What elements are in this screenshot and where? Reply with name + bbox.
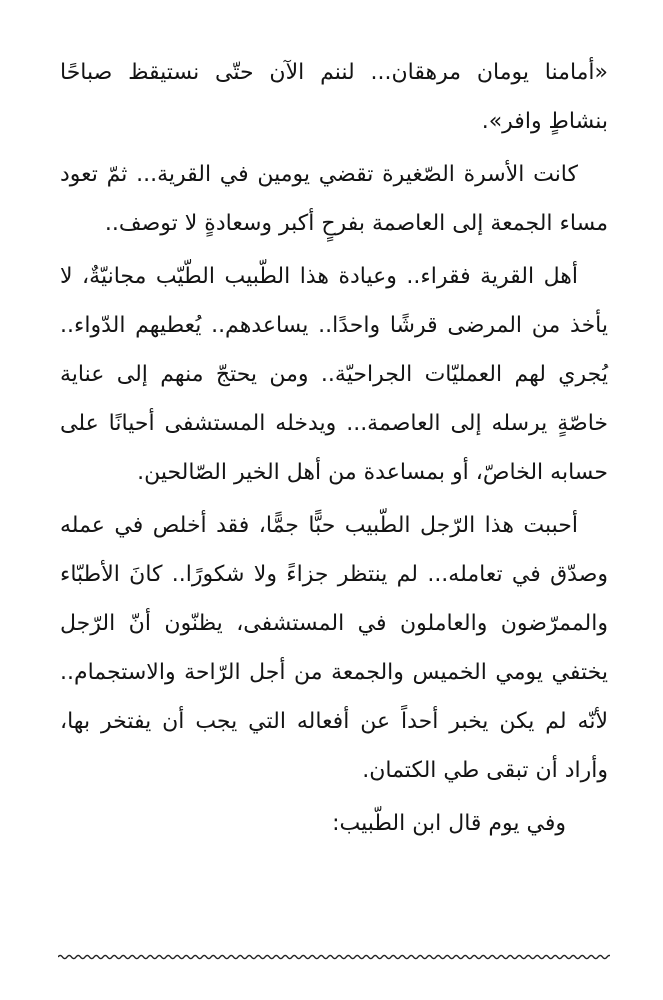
paragraph-doctor-devotion: أحببت هذا الرّجل الطّبيب حبًّا جمًّا، فقد أخلص في عمله وصدّق في تعامله... لم ينتظر جزاءً ولا شكورًا.. كانَ الأطبّاء والممرّضون والعاملون في المستشفى، يظنّون أنّ الرّجل يختفي يومي الخميس والجمعة من أجل الرّاحة والاستجمام.. لأنّه لم يكن يخبر أحداً عن أفعاله التي يجب أن يفتخر بها، وأراد أن تبقى طي الكتمان. — [60, 513, 608, 783]
quote-paragraph: «أمامنا يومان مرهقان... لننم الآن حتّى نستيقظ صباحًا بنشاطٍ وافر». — [60, 60, 608, 134]
closing-line: وفي يوم قال ابن الطّبيب: — [332, 811, 566, 836]
paragraph-family-trip: كانت الأسرة الصّغيرة تقضي يومين في القرية... ثمّ تعود مساء الجمعة إلى العاصمة بفرحٍ أكبر وسعادةٍ لا توصف.. — [60, 162, 608, 236]
wavy-divider — [58, 950, 610, 964]
paragraph-village-clinic: أهل القرية فقراء.. وعيادة هذا الطّبيب الطّيّب مجانيّةٌ، لا يأخذ من المرضى قرشًا واحدًا.. يساعدهم.. يُعطيهم الدّواء.. يُجري لهم العمليّات الجراحيّة.. ومن يحتجّ منهم إلى عناية خاصّةٍ يرسله إلى العاصمة... ويدخله المستشفى أحيانًا على حسابه الخاصّ، أو بمساعدة من أهل الخير الصّالحين. — [60, 264, 608, 485]
story-text — [60, 48, 608, 848]
